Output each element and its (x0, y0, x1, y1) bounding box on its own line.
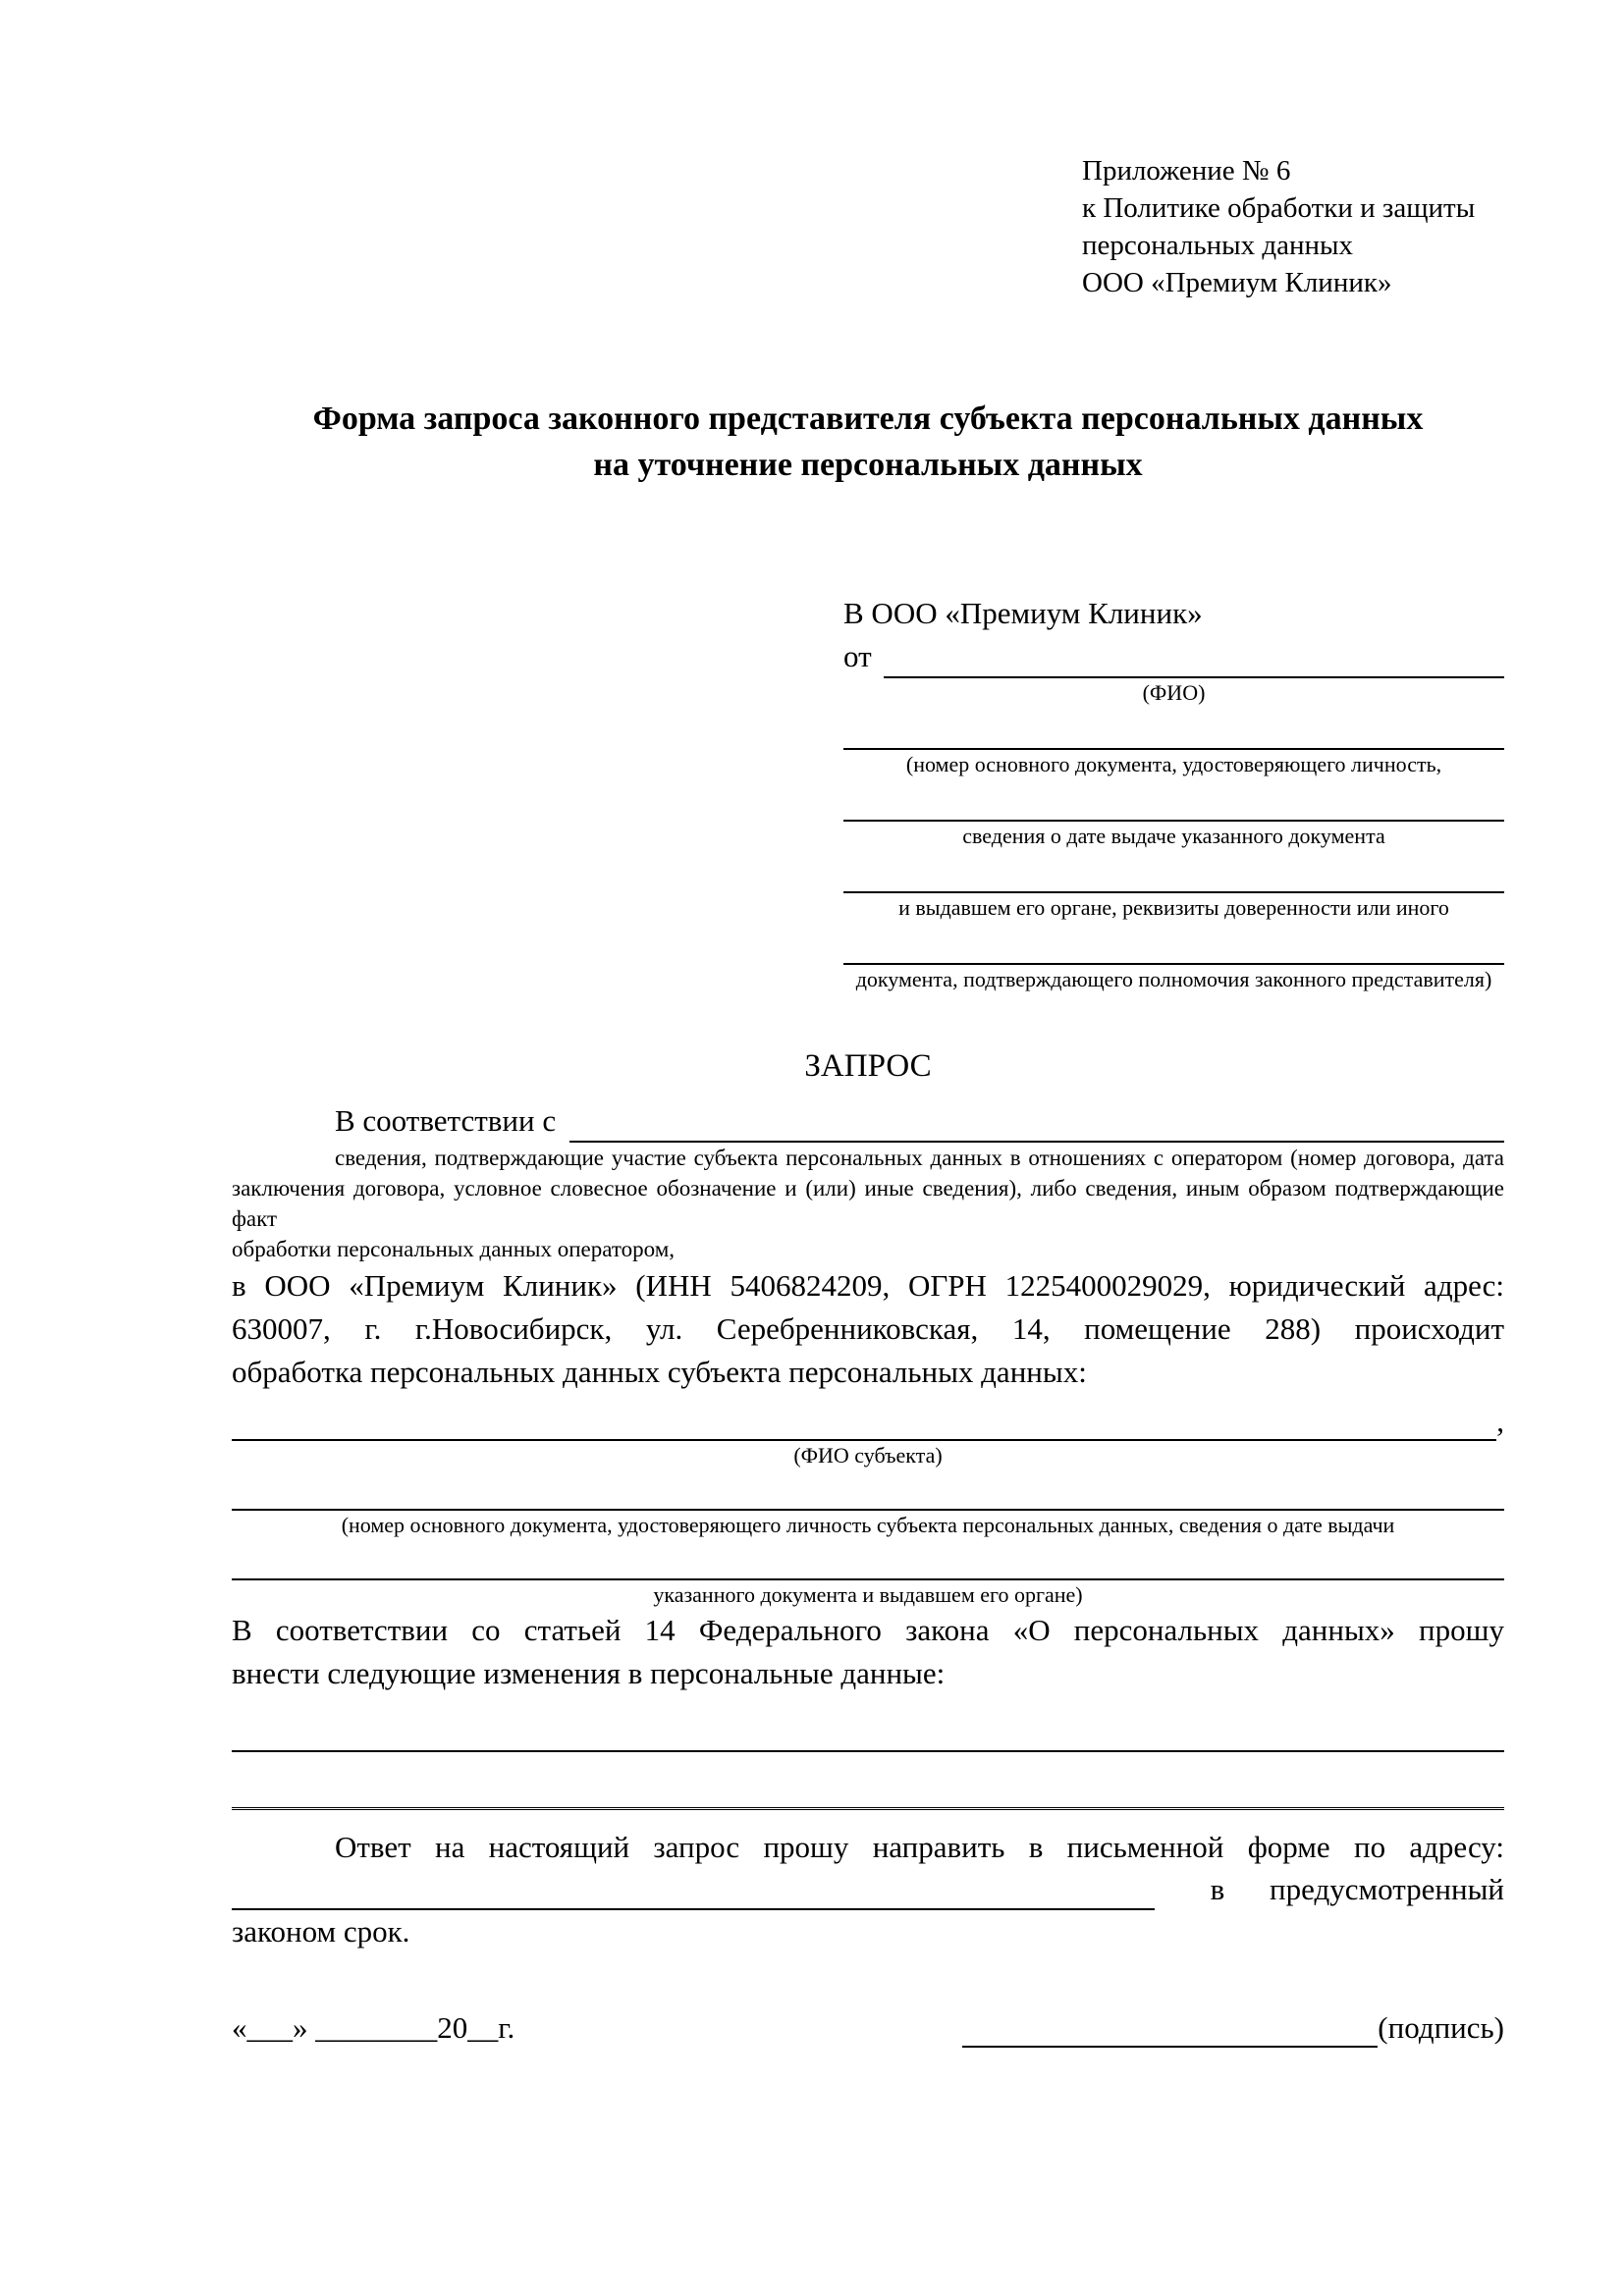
addressee-to: В ООО «Премиум Клиник» (843, 596, 1203, 630)
appendix-line: ООО «Премиум Клиник» (1082, 267, 1392, 298)
issue-date-blank-line (843, 778, 1504, 822)
document-number-caption: (номер основного документа, удостоверяющего личность, (905, 752, 1442, 776)
request-heading: ЗАПРОС (804, 1048, 932, 1084)
addressee-from-label: от (843, 639, 872, 673)
representative-authority-caption: документа, подтверждающего полномочия законного представителя) (855, 967, 1492, 991)
date-blank: «___» ________20__г. (232, 2010, 515, 2045)
subject-fio-line (232, 1402, 1504, 1441)
appendix-line: к Политике обработки и защиты (1082, 192, 1476, 224)
request-intro-line (232, 1099, 1504, 1143)
operator-paragraph-line: 630007, г. г.Новосибирск, ул. Серебренниковская, 14, помещение 288) происходит (232, 1311, 1504, 1346)
answer-paragraph-line-2 (232, 1869, 1504, 1910)
issuing-authority-blank-line (843, 850, 1504, 893)
document-content (232, 152, 1504, 2048)
answer-paragraph-line-1: Ответ на настоящий запрос прошу направить в письменной форме по адресу: (335, 1830, 1504, 1864)
changes-blank-line-2 (232, 1752, 1504, 1810)
answer-address-blank-line (232, 1871, 1155, 1910)
signature-row (232, 2008, 1504, 2048)
law-paragraph-line: внести следующие изменения в персональные данные: (232, 1656, 946, 1690)
page-title-line: Форма запроса законного представителя субъекта персональных данных (312, 400, 1424, 437)
page-title (232, 396, 1504, 488)
law-paragraph (232, 1609, 1504, 1695)
issuing-authority-caption: и выдавшем его органе, реквизиты доверенности или иного (898, 895, 1449, 920)
operator-paragraph (232, 1264, 1504, 1394)
signature-caption: (подпись) (1378, 2010, 1504, 2045)
subject-document-blank-line (232, 1469, 1504, 1511)
law-paragraph-line: В соответствии со статьей 14 Федерального закона «О персональных данных» прошу (232, 1613, 1504, 1647)
issue-date-caption: сведения о дате выдаче указанного документа (962, 824, 1385, 848)
appendix-block (1082, 152, 1504, 301)
representative-authority-blank-line (843, 922, 1504, 965)
addressee-from-line (843, 635, 1504, 678)
operator-paragraph-line: в ООО «Премиум Клиник» (ИНН 5406824209, ОГРН 1225400029029, юридический адрес: (232, 1268, 1504, 1303)
subject-document-blank-line-2 (232, 1539, 1504, 1580)
page-title-line: на уточнение персональных данных (593, 447, 1143, 483)
fio-caption: (ФИО) (1142, 680, 1206, 705)
signature-blank-line (962, 2010, 1378, 2048)
appendix-line: персональных данных (1082, 230, 1354, 261)
request-intro-prefix: В соответствии с (335, 1103, 557, 1138)
basis-note (232, 1143, 1504, 1264)
subject-fio-caption: (ФИО субъекта) (793, 1443, 943, 1468)
addressee-block (843, 592, 1504, 993)
basis-note-line: сведения, подтверждающие участие субъекта персональных данных в отношениях с оператором (номер договора, дата (335, 1146, 1504, 1170)
subject-document-caption: (номер основного документа, удостоверяющего личность субъекта персональных данных, сведения о дате выдачи (341, 1513, 1395, 1537)
basis-note-line: обработки персональных данных оператором, (232, 1237, 675, 1261)
appendix-line: Приложение № 6 (1082, 155, 1291, 187)
document-number-blank-line (843, 707, 1504, 750)
changes-blank-line-1 (232, 1695, 1504, 1752)
answer-paragraph-line-3: законом срок. (232, 1914, 410, 1949)
answer-paragraph-suffix: в предусмотренный (1210, 1872, 1504, 1906)
basis-note-line: заключения договора, условное словесное обозначение и (или) иные сведения), либо сведения, иным образом подтверждающие факт (232, 1176, 1504, 1231)
operator-paragraph-line: обработка персональных данных субъекта персональных данных: (232, 1355, 1087, 1389)
subject-fio-comma: , (1496, 1404, 1504, 1438)
subject-document-caption-2: указанного документа и выдавшем его органе) (653, 1582, 1083, 1607)
